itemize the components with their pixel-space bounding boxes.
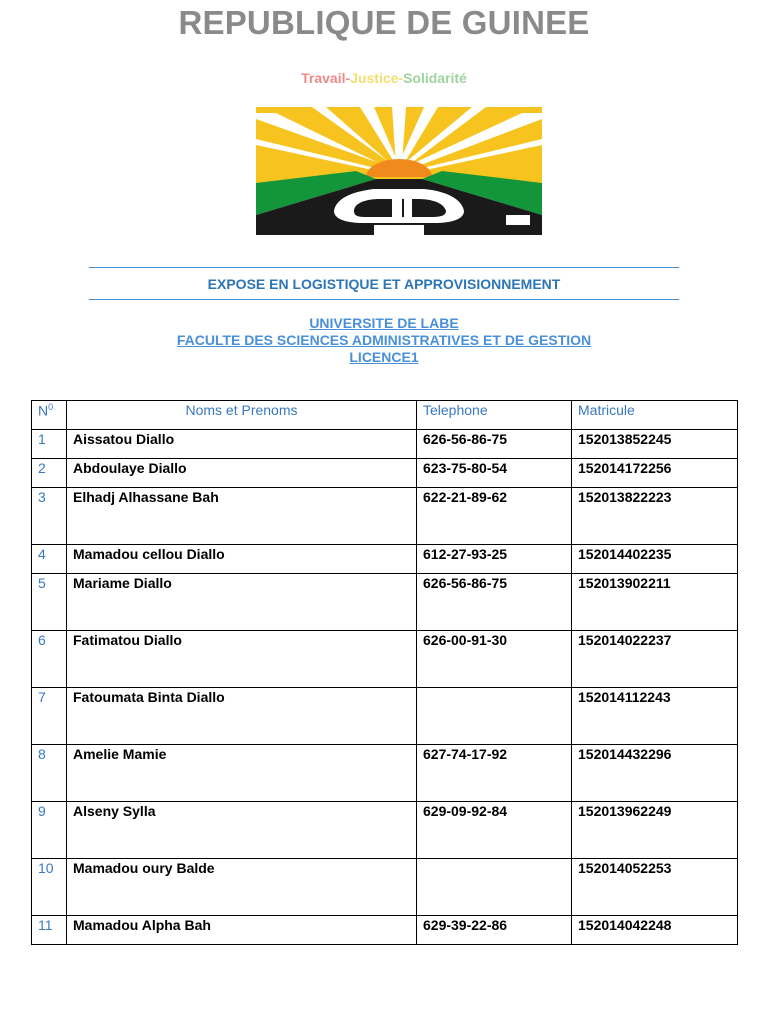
divider-bottom [89, 299, 679, 300]
table-row [32, 545, 738, 574]
table-row [32, 631, 738, 688]
table-row [32, 430, 738, 459]
table-row [32, 574, 738, 631]
row-number: 6 [32, 631, 67, 688]
student-matricule: 152013902211 [572, 574, 738, 631]
student-name: Alseny Sylla [67, 802, 417, 859]
student-matricule: 152013852245 [572, 430, 738, 459]
divider-top [89, 267, 679, 268]
student-matricule: 152014022237 [572, 631, 738, 688]
student-name: Mamadou cellou Diallo [67, 545, 417, 574]
motto-separator: - [398, 70, 404, 86]
motto-travail: Travail [301, 70, 346, 86]
student-name: Fatoumata Binta Diallo [67, 688, 417, 745]
table-row [32, 688, 738, 745]
student-phone: 626-00-91-30 [417, 631, 572, 688]
row-number: 2 [32, 459, 67, 488]
guinea-emblem-icon [256, 107, 542, 235]
row-number: 9 [32, 802, 67, 859]
student-phone [417, 859, 572, 916]
student-roster-table [31, 400, 738, 945]
student-name: Elhadj Alhassane Bah [67, 488, 417, 545]
table-row [32, 859, 738, 916]
row-number: 10 [32, 859, 67, 916]
student-phone: 612-27-93-25 [417, 545, 572, 574]
student-matricule: 152013962249 [572, 802, 738, 859]
student-phone [417, 688, 572, 745]
motto-separator: - [345, 70, 351, 86]
row-number: 4 [32, 545, 67, 574]
student-phone: 623-75-80-54 [417, 459, 572, 488]
student-name: Aissatou Diallo [67, 430, 417, 459]
student-phone: 629-39-22-86 [417, 916, 572, 945]
student-matricule: 152014052253 [572, 859, 738, 916]
row-number: 8 [32, 745, 67, 802]
country-title: REPUBLIQUE DE GUINEE [178, 4, 590, 41]
table-row [32, 459, 738, 488]
header-names: Noms et Prenoms [67, 401, 417, 430]
student-name: Fatimatou Diallo [67, 631, 417, 688]
motto-justice: Justice [350, 70, 399, 86]
table-row [32, 488, 738, 545]
student-name: Abdoulaye Diallo [67, 459, 417, 488]
row-number: 3 [32, 488, 67, 545]
student-phone: 622-21-89-62 [417, 488, 572, 545]
table-header-row [32, 401, 738, 430]
student-phone: 626-56-86-75 [417, 430, 572, 459]
header-number [32, 401, 67, 430]
table-row [32, 916, 738, 945]
header-phone: Telephone [417, 401, 572, 430]
student-name: Mamadou oury Balde [67, 859, 417, 916]
header-matricule: Matricule [572, 401, 738, 430]
table-row [32, 802, 738, 859]
study-level: LICENCE1 [349, 349, 419, 365]
row-number: 11 [32, 916, 67, 945]
student-name: Amelie Mamie [67, 745, 417, 802]
header-number-superscript: 0 [48, 402, 54, 412]
national-motto [0, 70, 768, 86]
motto-solidarite: Solidarité [403, 70, 467, 86]
student-matricule: 152014112243 [572, 688, 738, 745]
row-number: 5 [32, 574, 67, 631]
row-number: 1 [32, 430, 67, 459]
student-phone: 629-09-92-84 [417, 802, 572, 859]
faculty-name: FACULTE DES SCIENCES ADMINISTRATIVES ET DE GESTION [176, 332, 592, 348]
student-matricule: 152014172256 [572, 459, 738, 488]
student-matricule: 152014432296 [572, 745, 738, 802]
header-number-label: N [38, 402, 49, 419]
student-matricule: 152014402235 [572, 545, 738, 574]
student-name: Mamadou Alpha Bah [67, 916, 417, 945]
student-name: Mariame Diallo [67, 574, 417, 631]
student-matricule: 152014042248 [572, 916, 738, 945]
student-phone: 626-56-86-75 [417, 574, 572, 631]
university-name: UNIVERSITE DE LABE [309, 315, 459, 331]
student-phone: 627-74-17-92 [417, 745, 572, 802]
document-subject: EXPOSE EN LOGISTIQUE ET APPROVISIONNEMENT [207, 276, 561, 292]
table-row [32, 745, 738, 802]
student-matricule: 152013822223 [572, 488, 738, 545]
row-number: 7 [32, 688, 67, 745]
